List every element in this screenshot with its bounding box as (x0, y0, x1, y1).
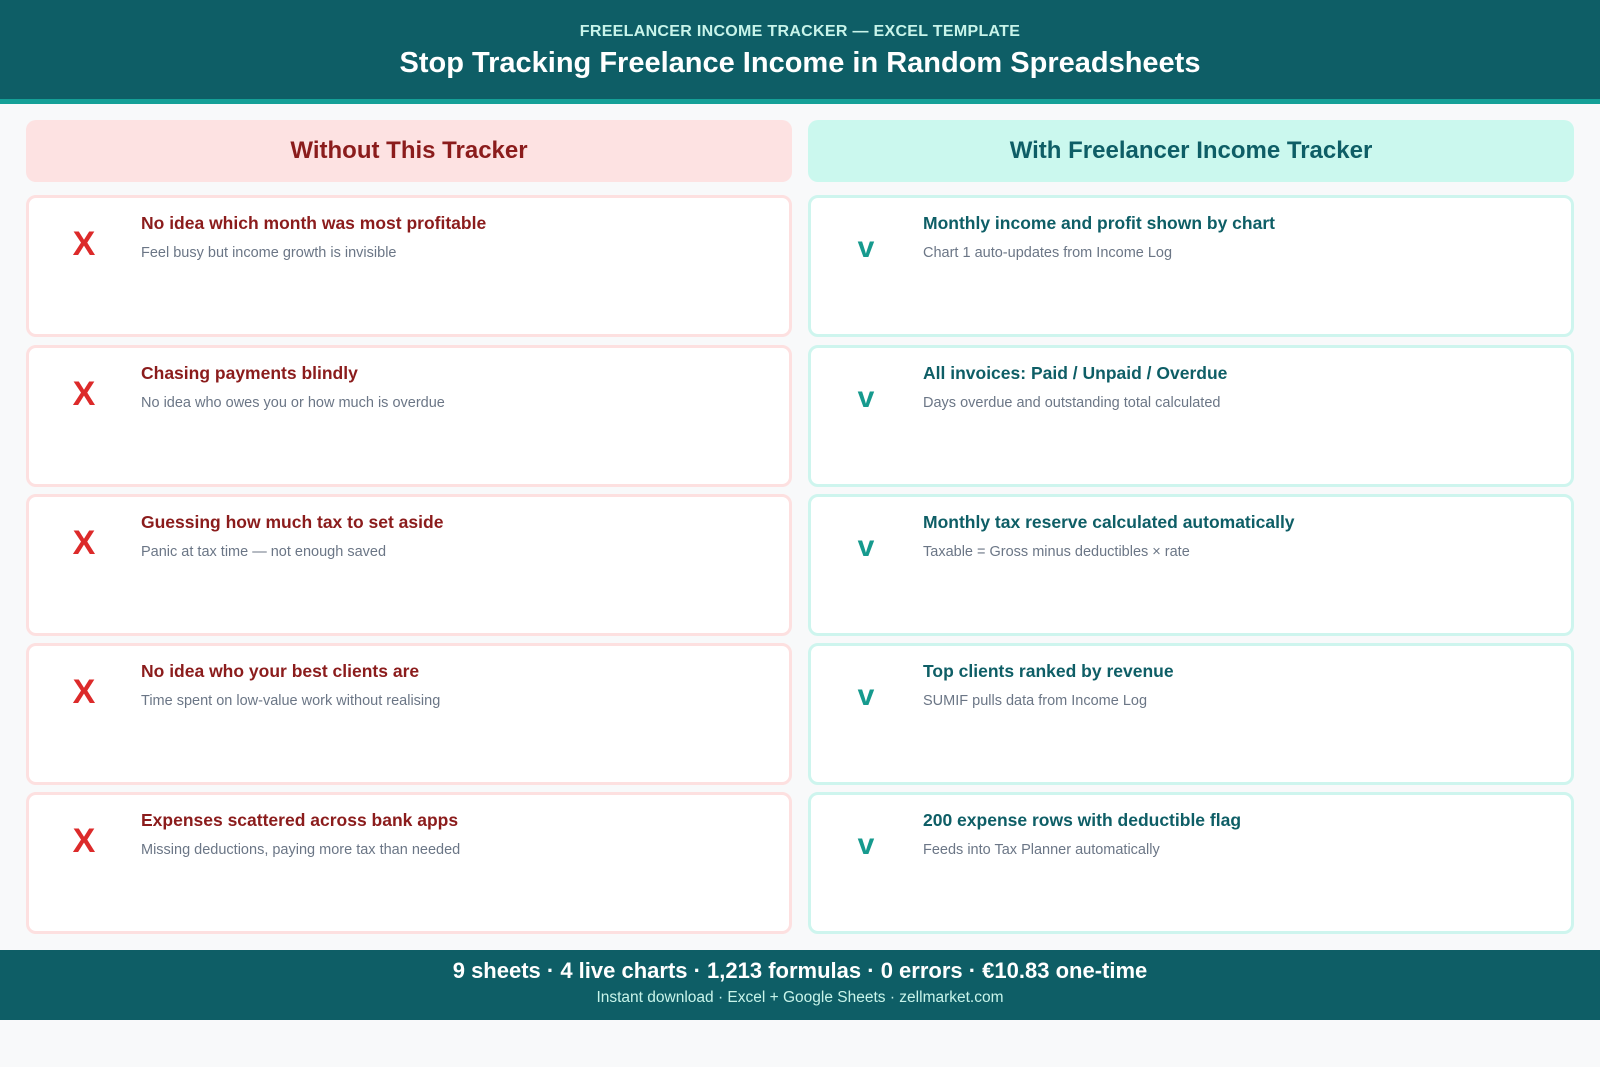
without-card (26, 792, 792, 934)
card-title: All invoices: Paid / Unpaid / Overdue (923, 363, 1228, 383)
card-title: No idea who your best clients are (141, 661, 420, 681)
check-icon: v (857, 679, 875, 712)
card-description: Time spent on low-value work without realising (141, 693, 441, 709)
header-banner (0, 0, 1600, 99)
footer-subtext: Instant download · Excel + Google Sheets · zellmarket.com (596, 989, 1004, 1006)
card-description: Panic at tax time — not enough saved (141, 544, 387, 560)
card-description: Taxable = Gross minus deductibles × rate (923, 544, 1190, 560)
card-title: Monthly income and profit shown by chart (923, 213, 1275, 233)
check-icon: v (857, 530, 875, 563)
footer-stats: 9 sheets · 4 live charts · 1,213 formulas · 0 errors · €10.83 one-time (452, 958, 1148, 983)
card-title: Chasing payments blindly (141, 363, 358, 383)
cross-icon: X (72, 672, 96, 711)
card-description: Feeds into Tax Planner automatically (923, 842, 1160, 858)
with-card (808, 345, 1574, 487)
card-title: Expenses scattered across bank apps (141, 810, 459, 830)
without-column-heading: Without This Tracker (26, 120, 792, 182)
without-card (26, 643, 792, 785)
with-card (808, 792, 1574, 934)
card-title: No idea which month was most profitable (141, 213, 487, 233)
cross-icon: X (72, 224, 96, 263)
cross-icon: X (72, 821, 96, 860)
page-title: Stop Tracking Freelance Income in Random Spreadsheets (399, 47, 1201, 79)
with-card (808, 643, 1574, 785)
without-card (26, 494, 792, 636)
card-title: Top clients ranked by revenue (923, 661, 1174, 681)
card-title: 200 expense rows with deductible flag (923, 810, 1242, 830)
card-description: Days overdue and outstanding total calculated (923, 395, 1221, 411)
card-description: No idea who owes you or how much is overdue (141, 395, 445, 411)
footer-banner (0, 950, 1600, 1020)
with-column-heading: With Freelancer Income Tracker (808, 120, 1574, 182)
card-description: Feel busy but income growth is invisible (141, 245, 397, 261)
card-description: Chart 1 auto-updates from Income Log (923, 245, 1173, 261)
with-card (808, 195, 1574, 337)
without-card (26, 195, 792, 337)
header-accent-stripe (0, 99, 1600, 104)
check-icon: v (857, 231, 875, 264)
cross-icon: X (72, 374, 96, 413)
check-icon: v (857, 828, 875, 861)
without-card (26, 345, 792, 487)
cross-icon: X (72, 523, 96, 562)
card-title: Monthly tax reserve calculated automatically (923, 512, 1295, 532)
card-description: SUMIF pulls data from Income Log (923, 693, 1148, 709)
card-title: Guessing how much tax to set aside (141, 512, 444, 532)
header-kicker: FREELANCER INCOME TRACKER — EXCEL TEMPLATE (579, 23, 1021, 40)
with-card (808, 494, 1574, 636)
check-icon: v (857, 381, 875, 414)
card-description: Missing deductions, paying more tax than needed (141, 842, 461, 858)
